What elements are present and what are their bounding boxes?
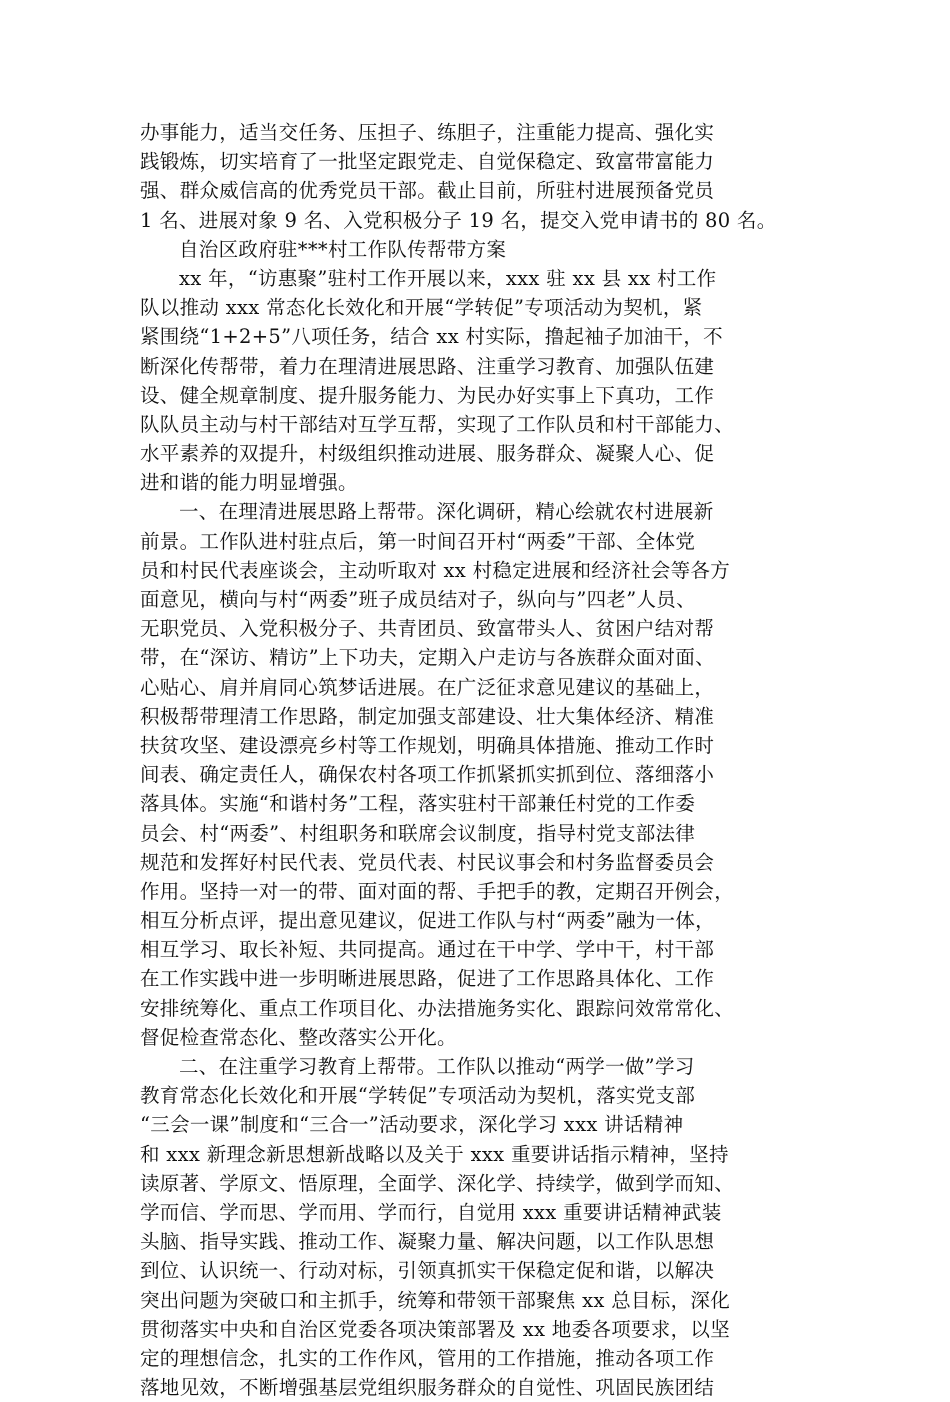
text-line: 相互学习、取长补短、共同提高。通过在干中学、学中干，村干部 [140, 938, 715, 962]
text-line: 员会、村“两委”、村组职务和联席会议制度，指导村党支部法律 [140, 821, 696, 845]
text-line: 间表、确定责任人，确保农村各项工作抓紧抓实抓到位、落细落小 [140, 763, 715, 787]
text-line: 一、在理清进展思路上帮带。深化调研，精心绘就农村进展新 [179, 500, 714, 524]
text-line: 践锻炼，切实培育了一批坚定跟党走、自觉保稳定、致富带富能力 [140, 150, 715, 174]
text-line: 1 名、进展对象 9 名、入党积极分子 19 名，提交入党申请书的 80 名。 [140, 208, 777, 232]
text-line: 强、群众威信高的优秀党员干部。截止目前，所驻村进展预备党员 [140, 179, 715, 203]
text-line: 贯彻落实中央和自治区党委各项决策部署及 xx 地委各项要求，以坚 [140, 1317, 730, 1341]
text-line: 带，在“深访、精访”上下功夫，定期入户走访与各族群众面对面、 [140, 646, 715, 670]
text-line: “三会一课”制度和“三合一”活动要求，深化学习 xxx 讲话精神 [140, 1113, 684, 1137]
text-line: 学而信、学而思、学而用、学而行，自觉用 xxx 重要讲话精神武装 [140, 1200, 722, 1224]
text-line: 在工作实践中进一步明晰进展思路，促进了工作思路具体化、工作 [140, 967, 715, 991]
text-line: 头脑、指导实践、推动工作、凝聚力量、解决问题，以工作队思想 [140, 1230, 715, 1254]
text-line: 进和谐的能力明显增强。 [140, 471, 358, 495]
text-line: 读原著、学原文、悟原理，全面学、深化学、持续学，做到学而知、 [140, 1171, 735, 1195]
text-line: 队队员主动与村干部结对互学互帮，实现了工作队员和村干部能力、 [140, 412, 735, 436]
text-line: 落地见效，不断增强基层党组织服务群众的自觉性、巩固民族团结 [140, 1376, 715, 1400]
document-page [140, 118, 820, 1402]
text-line: 定的理想信念，扎实的工作作风，管用的工作措施，推动各项工作 [140, 1346, 715, 1370]
text-line: 教育常态化长效化和开展“学转促”专项活动为契机，落实党支部 [140, 1084, 696, 1108]
text-line: 到位、认识统一、行动对标，引领真抓实干保稳定促和谐，以解决 [140, 1259, 715, 1283]
text-line: 设、健全规章制度、提升服务能力、为民办好实事上下真功，工作 [140, 383, 715, 407]
text-line: xx 年，“访惠聚”驻村工作开展以来，xxx 驻 xx 县 xx 村工作 [179, 266, 717, 290]
text-line: 扶贫攻坚、建设漂亮乡村等工作规划，明确具体措施、推动工作时 [140, 733, 715, 757]
text-line: 断深化传帮带，着力在理清进展思路、注重学习教育、加强队伍建 [140, 354, 715, 378]
text-line: 前景。工作队进村驻点后，第一时间召开村“两委”干部、全体党 [140, 529, 696, 553]
text-line: 作用。坚持一对一的带、面对面的帮、手把手的教，定期召开例会， [140, 879, 735, 903]
text-line: 相互分析点评，提出意见建议，促进工作队与村“两委”融为一体， [140, 909, 715, 933]
text-line: 安排统筹化、重点工作项目化、办法措施务实化、跟踪问效常常化、 [140, 996, 735, 1020]
text-line: 面意见，横向与村“两委”班子成员结对子，纵向与”四老”人员、 [140, 588, 696, 611]
text-line: 积极帮带理清工作思路，制定加强支部建设、壮大集体经济、精准 [140, 704, 715, 728]
text-line: 无职党员、入党积极分子、共青团员、致富带头人、贫困户结对帮 [140, 617, 715, 641]
text-line: 队以推动 xxx 常态化长效化和开展“学转促”专项活动为契机，紧 [140, 296, 703, 320]
text-line: 规范和发挥好村民代表、党员代表、村民议事会和村务监督委员会 [140, 850, 715, 874]
text-line: 和 xxx 新理念新思想新战略以及关于 xxx 重要讲话指示精神，坚持 [140, 1142, 729, 1166]
text-line: 心贴心、肩并肩同心筑梦话进展。在广泛征求意见建议的基础上， [140, 675, 715, 699]
text-line: 紧围绕“1+2+5”八项任务，结合 xx 村实际，撸起袖子加油干，不 [140, 325, 723, 349]
text-line: 水平素养的双提升，村级组织推动进展、服务群众、凝聚人心、促 [140, 442, 715, 466]
text-line: 自治区政府驻***村工作队传帮带方案 [179, 237, 507, 261]
text-line: 办事能力，适当交任务、压担子、练胆子，注重能力提高、强化实 [140, 121, 715, 144]
text-line: 落具体。实施“和谐村务”工程，落实驻村干部兼任村党的工作委 [140, 792, 696, 816]
text-line: 员和村民代表座谈会，主动听取对 xx 村稳定进展和经济社会等各方 [140, 558, 730, 582]
text-line: 二、在注重学习教育上帮带。工作队以推动“两学一做”学习 [179, 1055, 695, 1078]
text-line: 突出问题为突破口和主抓手，统筹和带领干部聚焦 xx 总目标，深化 [140, 1288, 730, 1312]
text-line: 督促检查常态化、整改落实公开化。 [140, 1025, 457, 1049]
